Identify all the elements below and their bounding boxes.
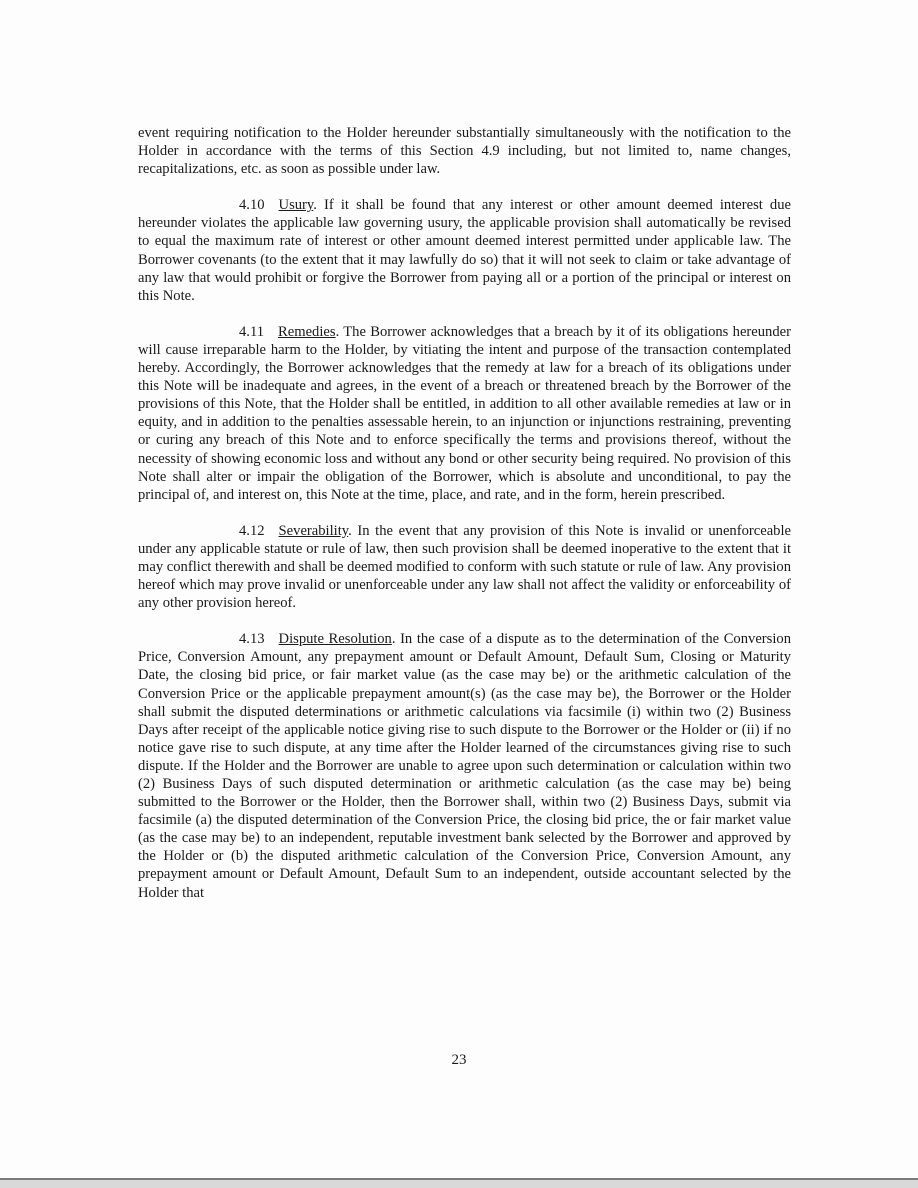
section-text: . The Borrower acknowledges that a breach by it of its obligations hereunder will cause irreparable harm to the Holder, by vitiating the intent and purpose of the transaction contemplated hereby. Accordingly, the Borrower acknowledges that the remedy at law for a breach of its obligations under this Note will be inadequate and agrees, in the event of a breach or threatened breach by the Borrower of the provisions of this Note, that the Holder shall be entitled, in addition to all other available remedies at law or in equity, and in addition to the penalties assessable herein, to an injunction or injunctions restraining, preventing or curing any breach of this Note and to enforce specifically the terms and provisions thereof, without the necessity of showing economic loss and without any bond or other security being required. No provision of this Note shall alter or impair the obligation of the Borrower, which is absolute and unconditional, to pay the principal of, and interest on, this Note at the time, place, and rate, and in the form, herein prescribed.	[138, 323, 791, 503]
section-text: . In the event that any provision of this Note is invalid or unenforceable under any applicable statute or rule of law, then such provision shall be deemed inoperative to the extent that it may conflict therewith and shall be deemed modified to conform with such statute or rule of law. Any provision hereof which may prove invalid or unenforceable under any law shall not affect the validity or enforceability of any other provision hereof.	[138, 522, 791, 612]
section-4-10	[138, 196, 791, 305]
section-heading: Remedies	[278, 323, 336, 340]
section-number: 4.10	[239, 197, 265, 214]
section-number: 4.12	[239, 522, 265, 539]
section-text: . In the case of a dispute as to the determination of the Conversion Price, Conversion Amount, any prepayment amount or Default Amount, Default Sum, Closing or Maturity Date, the closing bid price, or fair market value (as the case may be) or the arithmetic calculation of the Conversion Price or the applicable prepayment amount(s) (as the case may be), the Borrower or the Holder shall submit the disputed determinations or arithmetic calculations via facsimile (i) within two (2) Business Days after receipt of the applicable notice giving rise to such dispute to the Borrower or the Holder or (ii) if no notice gave rise to such dispute, at any time after the Holder learned of the circumstances giving rise to such dispute. If the Holder and the Borrower are unable to agree upon such determination or calculation within two (2) Business Days of such disputed determination or arithmetic calculation (as the case may be) being submitted to the Borrower or the Holder, then the Borrower shall, within two (2) Business Days, submit via facsimile (a) the disputed determination of the Conversion Price, the closing bid price, the or fair market value (as the case may be) to an independent, reputable investment bank selected by the Borrower and approved by the Holder or (b) the disputed arithmetic calculation of the Conversion Price, Conversion Amount, any prepayment amount or Default Amount, Default Sum to an independent, outside accountant selected by the Holder that	[138, 631, 791, 901]
page-number: 23	[451, 1052, 467, 1068]
scan-bottom-shadow	[0, 1180, 918, 1188]
section-heading: Dispute Resolution	[278, 631, 392, 648]
section-4-12	[138, 522, 791, 612]
section-4-13	[138, 630, 791, 901]
section-number: 4.11	[239, 323, 264, 340]
section-heading: Severability	[278, 522, 349, 539]
section-text: . If it shall be found that any interest or other amount deemed interest due hereunder violates the applicable law governing usury, the applicable provision shall automatically be revised to equal the maximum rate of interest or other amount deemed interest permitted under applicable law. The Borrower covenants (to the extent that it may lawfully do so) that it will not seek to claim or take advantage of any law that would prohibit or forgive the Borrower from paying all or a portion of the principal or interest on this Note.	[138, 197, 791, 304]
section-4-11	[138, 323, 791, 504]
section-heading: Usury	[278, 197, 314, 214]
opening-paragraph: event requiring notification to the Holder hereunder substantially simultaneously with the notification to the Holder in accordance with the terms of this Section 4.9 including, but not limited to, name changes, recapitalizations, etc. as soon as possible under law.	[138, 125, 791, 178]
document-body	[138, 124, 791, 920]
section-number: 4.13	[239, 631, 265, 648]
